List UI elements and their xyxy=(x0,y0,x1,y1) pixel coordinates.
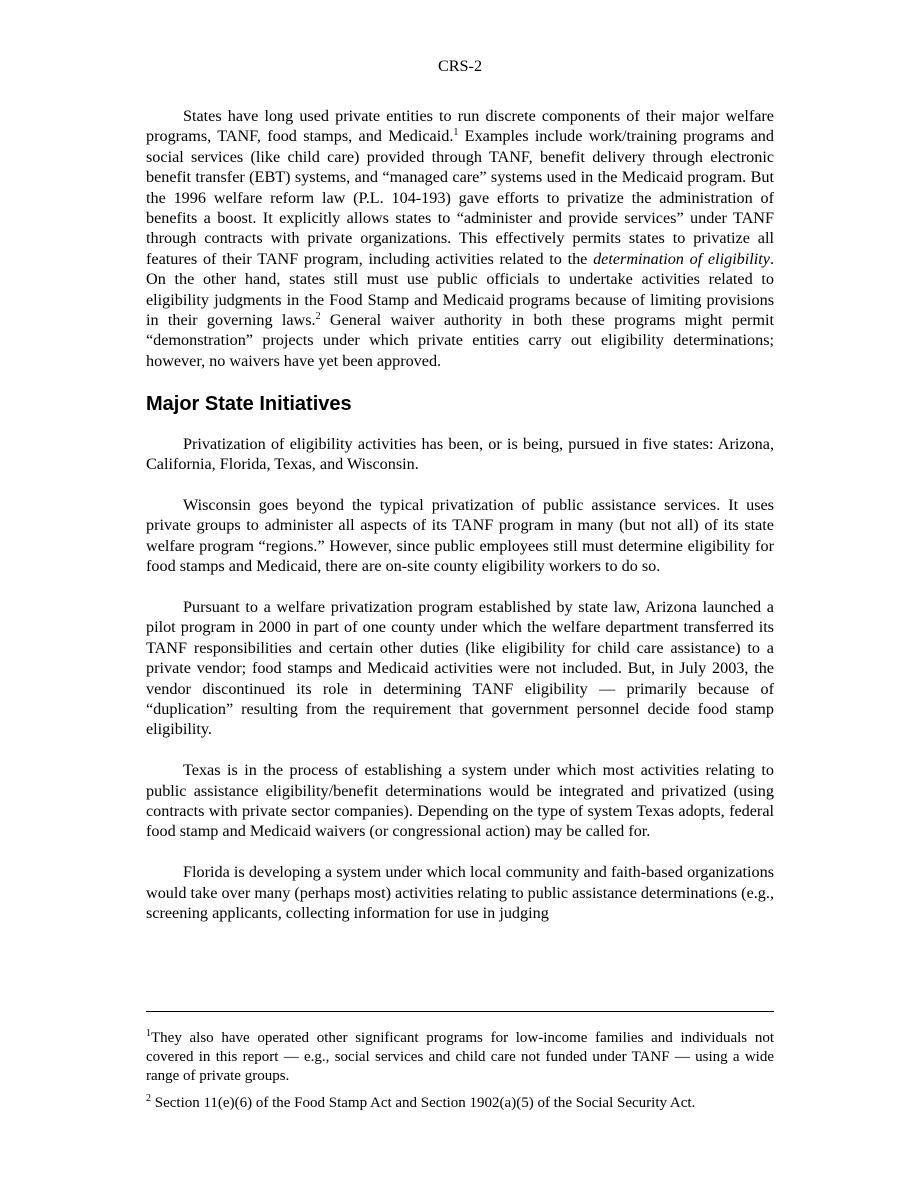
intro-text-b: Examples include work/training programs and social services (like child care) provided through TANF, benefit delivery through electronic benefit transfer (EBT) systems, and “managed care” systems used in the Medicaid program. But the 1996 welfare reform law (P.L. 104-193) gave efforts to privatize the administration of benefits a boost. It explicitly allows states to “administer and provide services” under TANF through contracts with private organizations. This effectively permits states to privatize all features of their TANF program, including activities related to the xyxy=(146,127,774,268)
footnotes xyxy=(146,1029,774,1121)
paragraph-arizona: Pursuant to a welfare privatization program established by state law, Arizona launched a pilot program in 2000 in part of one county under which the welfare department transferred its TANF responsibilities and certain other duties (like eligibility for child care assistance) to a private vendor; food stamps and Medicaid activities were not included. But, in July 2003, the vendor discontinued its role in determining TANF eligibility — primarily because of “duplication” resulting from the requirement that government personnel decide food stamp eligibility. xyxy=(146,597,774,739)
footnote-divider xyxy=(146,1011,774,1012)
intro-text-d: General waiver authority in both these programs might permit “demonstration” projects under which private entities carry out eligibility determinations; however, no waivers have yet been approved. xyxy=(146,311,774,370)
footnote-text-1: They also have operated other significant programs for low-income families and individuals not covered in this report — e.g., social services and child care not funded under TANF — using a wide range of private groups. xyxy=(146,1030,774,1084)
intro-italic-phrase: determination of eligibility xyxy=(593,249,770,268)
footnote-ref-2[interactable]: 2 xyxy=(315,311,321,323)
intro-text-c: . On the other hand, states still must use public officials to undertake activities related to eligibility judgments in the Food Stamp and Medicaid programs because of limiting provisions in their governing laws. xyxy=(146,249,775,330)
paragraph-wisconsin: Wisconsin goes beyond the typical privatization of public assistance services. It uses private groups to administer all aspects of its TANF program in many (but not all) of its state welfare program “regions.” However, since public employees still must determine eligibility for food stamps and Medicaid, there are on-site county eligibility workers to do so. xyxy=(146,495,774,576)
footnote-1 xyxy=(146,1029,774,1086)
document-body xyxy=(146,106,774,944)
section-heading: Major State Initiatives xyxy=(146,392,352,415)
footnote-text-2: Section 11(e)(6) of the Food Stamp Act and Section 1902(a)(5) of the Social Security Act. xyxy=(154,1095,696,1111)
footnote-2 xyxy=(146,1094,774,1113)
paragraph-florida: Florida is developing a system under which local community and faith-based organizations would take over many (perhaps most) activities relating to public assistance determinations (e.g., screening applicants, collecting information for use in judging xyxy=(146,863,774,922)
intro-paragraph xyxy=(146,106,774,371)
footnote-mark-2: 2 xyxy=(146,1093,151,1104)
page-number-header: CRS-2 xyxy=(437,57,483,75)
intro-text-a: States have long used private entities to run discrete components of their major welfare programs, TANF, food stamps, and Medicaid. xyxy=(146,107,774,146)
paragraph-states-overview: Privatization of eligibility activities has been, or is being, pursued in five states: Arizona, California, Florida, Texas, and Wisconsin. xyxy=(146,434,774,474)
paragraph-texas: Texas is in the process of establishing a system under which most activities relating to public assistance eligibility/benefit determinations would be integrated and privatized (using contracts with private sector companies). Depending on the type of system Texas adopts, federal food stamp and Medicaid waivers (or congressional action) may be called for. xyxy=(146,761,774,841)
footnote-ref-1[interactable]: 1 xyxy=(453,127,459,139)
footnote-mark-1: 1 xyxy=(146,1028,151,1039)
